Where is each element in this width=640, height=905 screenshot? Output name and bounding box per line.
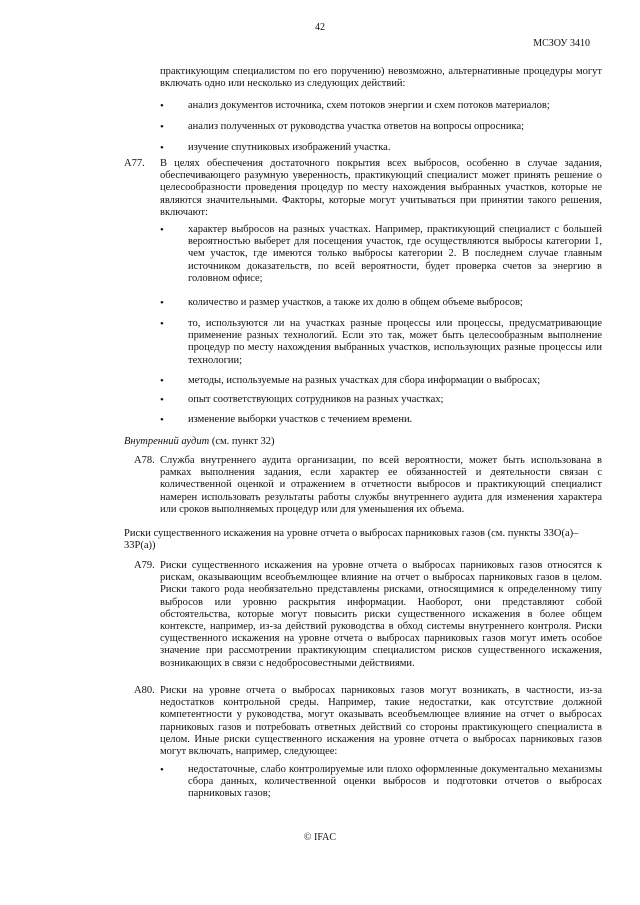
paragraph-number-a80: A80. [134,685,155,696]
internal-audit-heading [124,436,602,448]
a77-bullet-4: методы, используемые на разных участках для сбора информации о выбросах; [188,375,541,386]
internal-audit-title: Внутренний аудит [124,436,210,447]
bullet-marker: • [160,375,164,387]
paragraph-a80: Риски на уровне отчета о выбросах парниковых газов могут возникать, в частности, из-за недостатков контрольной среды. Например, такие недостатки, как отсутствие должной компетентности у руководства, могут оказывать всеобъемлющее влияние на отчет о выбросах парниковых газов и потребовать ответных действий со стороны практикующего специалиста в целом. Иные риски существенного искажения на уровне отчета о выбросах парниковых газов могут включать, например, следующее: [160,685,602,758]
paragraph-a78: Служба внутреннего аудита организации, по всей вероятности, может быть использована в рамках выполнения задания, если характер ее обязанностей и деятельности связан с количественной оценкой и отражением в отчетности выбросов и практикующий специалист намерен использовать результаты работы службы внутреннего аудита для изменения характера или сроков выполняемых процедур или для уменьшения их объема. [160,455,602,515]
intro-bullet-2: анализ полученных от руководства участка ответов на вопросы опросника; [188,121,525,132]
document-code: МСЗОУ 3410 [533,38,590,49]
internal-audit-ref: (см. пункт 32) [209,436,275,447]
paragraph-number-a77: A77. [124,158,145,169]
paragraph-a77: В целях обеспечения достаточного покрытия всех выбросов, особенно в случае задания, обеспечивающего разумную уверенность, практикующий специалист может принять решение о целесообразности проведения процедур по месту нахождения выбранных участков, которые не являются значительными. Факторы, которые могут учитываться при принятии такого решения, включают: [160,158,602,218]
page-number: 42 [315,22,325,33]
a80-bullet-1: недостаточные, слабо контролируемые или плохо оформленные документально механизмы сбора данных, количественной оценки выбросов и подготовки отчетов о выбросах парниковых газов; [188,764,602,800]
a77-bullet-6: изменение выборки участков с течением времени. [188,414,413,425]
intro-bullet-1: анализ документов источника, схем потоков энергии и схем потоков материалов; [188,100,550,111]
bullet-marker: • [160,142,164,154]
intro-paragraph: практикующим специалистом по его поручению) невозможно, альтернативные процедуры могут включать одно или несколько из следующих действий: [160,66,602,90]
bullet-marker: • [160,121,164,133]
bullet-marker: • [160,764,164,776]
paragraph-number-a78: A78. [134,455,155,466]
intro-bullet-3: изучение спутниковых изображений участка. [188,142,391,153]
a77-bullet-1: характер выбросов на разных участках. Например, практикующий специалист с большей вероятностью выберет для посещения участок, где осуществляются выбросы категории 1, чем участок, где имеются только выбросы категории 2. В последнем случае главным источником доказательств, по всей вероятности, будет проверка счетов за энергию в головном офисе; [188,224,602,284]
a77-bullet-3: то, используются ли на участках разные процессы или процессы, предусматривающие применение разных технологий. Если это так, может быть целесообразным выполнение процедур по месту нахождения выбранных участков, использующих разные процессы или технологии; [188,318,602,366]
bullet-marker: • [160,100,164,112]
risks-heading: Риски существенного искажения на уровне отчета о выбросах парниковых газов (см. пункты 33О(а)–33Р(а)) [124,528,579,552]
bullet-marker: • [160,297,164,309]
bullet-marker: • [160,224,164,236]
bullet-marker: • [160,394,164,406]
paragraph-number-a79: A79. [134,560,155,571]
footer-copyright: © IFAC [303,832,337,843]
paragraph-a79: Риски существенного искажения на уровне отчета о выбросах парниковых газов относятся к рискам, оказывающим всеобъемлющее влияние на отчет о выбросах парниковых газов в целом. Риски такого рода необязательно представлены рисками, относящимися к определенному типу выбросов или уровню раскрытия информации. Наоборот, они представляют собой обстоятельства, которые могут повысить риски существенного искажения в более общем контексте, например, из-за действий руководства в обход системы внутреннего контроля. Риски существенного искажения на уровне отчета о выбросах парниковых газов могут иметь особое значение при рассмотрении практикующим специалистом рисков существенного искажения, возникающих в связи с недобросовестными действиями. [160,560,602,669]
bullet-marker: • [160,414,164,426]
a77-bullet-2: количество и размер участков, а также их долю в общем объеме выбросов; [188,297,523,308]
bullet-marker: • [160,318,164,330]
a77-bullet-5: опыт соответствующих сотрудников на разных участках; [188,394,444,405]
